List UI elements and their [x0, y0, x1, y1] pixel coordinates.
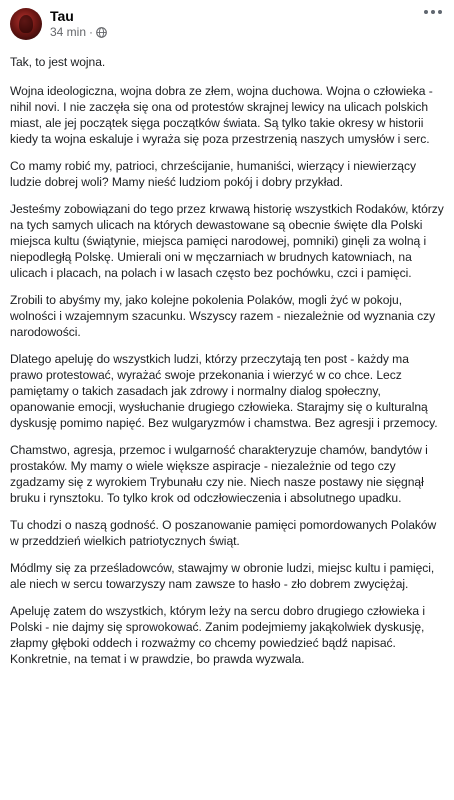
avatar[interactable] — [10, 8, 42, 40]
post-paragraph: Tu chodzi o naszą godność. O poszanowanie pamięci pomordowanych Polaków w przeddzień wielkich patriotycznych świąt. — [10, 518, 437, 548]
post-time[interactable]: 34 min — [50, 25, 87, 39]
post-paragraph: Tak, to jest wojna. — [10, 55, 106, 69]
post-paragraph: Jesteśmy zobowiązani do tego przez krwawą historię wszystkich Rodaków, którzy na tych samych ulicach na których dewastowane są obecnie święte dla Polski miejsca kultu (świątynie, miejsca pamięci narodowej, pomniki) ginęli za wolną i niepodległą Polskę. Umierali oni w męczarniach w brudnych katowniach, na ulicach i placach, na polach i w lasach często bez pochówku, czci i pamięci. — [10, 202, 444, 280]
more-options-icon[interactable] — [424, 10, 442, 14]
post-paragraph: Apeluję zatem do wszystkich, którym leży na sercu dobro drugiego człowieka i Polski - nie dajmy się sprowokować. Zanim podejmiemy jakąkolwiek dyskusję, złapmy głęboki oddech i rozważmy co chcemy powiedzieć bądź napisać. Konkretnie, na temat i w prawdzie, bo prawda wyzwala. — [10, 604, 425, 666]
author-name[interactable]: Tau — [50, 8, 74, 24]
post-subline — [50, 25, 107, 40]
post-paragraph: Chamstwo, agresja, przemoc i wulgarność charakteryzuje chamów, bandytów i prostaków. My mamy o wiele większe aspiracje - niezależnie od tego czy zgadzamy się z wyrokiem Trybunału czy nie. Niech nasze postawy nie sięgnął bruku i rynsztoku. To tylko krok od odczłowieczenia i absolutnego upadku. — [10, 443, 428, 505]
post-paragraph: Dlatego apeluję do wszystkich ludzi, którzy przeczytają ten post - każdy ma prawo protestować, wyrażać swoje przekonania i wierzyć w co chce. Lecz pamiętamy o takich zasadach jak zdrowy i normalny dialog społeczny, opanowanie emocji, wysłuchanie drugiego człowieka. Starajmy się o kulturalną dyskusję pomimo napięć. Bez wulgaryzmów i chamstwa. Bez agresji i przemocy. — [10, 352, 438, 430]
post-paragraph: Módlmy się za prześladowców, stawajmy w obronie ludzi, miejsc kultu i pamięci, ale niech w sercu towarzyszy nam zawsze to hasło - zło dobrem zwyciężaj. — [10, 561, 435, 591]
separator-dot: · — [89, 25, 94, 39]
post-meta — [50, 8, 107, 40]
post-paragraph: Co mamy robić my, patrioci, chrześcijanie, humaniści, wierzący i niewierzący ludzie dobrej woli? Mamy nieść ludziom pokój i dobry przykład. — [10, 159, 416, 189]
globe-icon[interactable] — [96, 27, 107, 38]
post-header — [0, 0, 454, 44]
post-paragraph: Zrobili to abyśmy my, jako kolejne pokolenia Polaków, mogli żyć w pokoju, wolności i wzajemnym szacunku. Wszyscy razem - niezależnie od wyznania czy narodowości. — [10, 293, 436, 339]
post-body — [0, 44, 454, 667]
post-paragraph: Wojna ideologiczna, wojna dobra ze złem, wojna duchowa. Wojna o człowieka - nihil novi. I nie zaczęła się ona od protestów skrajnej lewicy na ulicach polskich miast, ale jej początek sięga początków świata. Są tylko takie okresy w historii kiedy ta wojna eskaluje i wyraża się poza przestrzenią naszych umysłów i serc. — [10, 84, 433, 146]
